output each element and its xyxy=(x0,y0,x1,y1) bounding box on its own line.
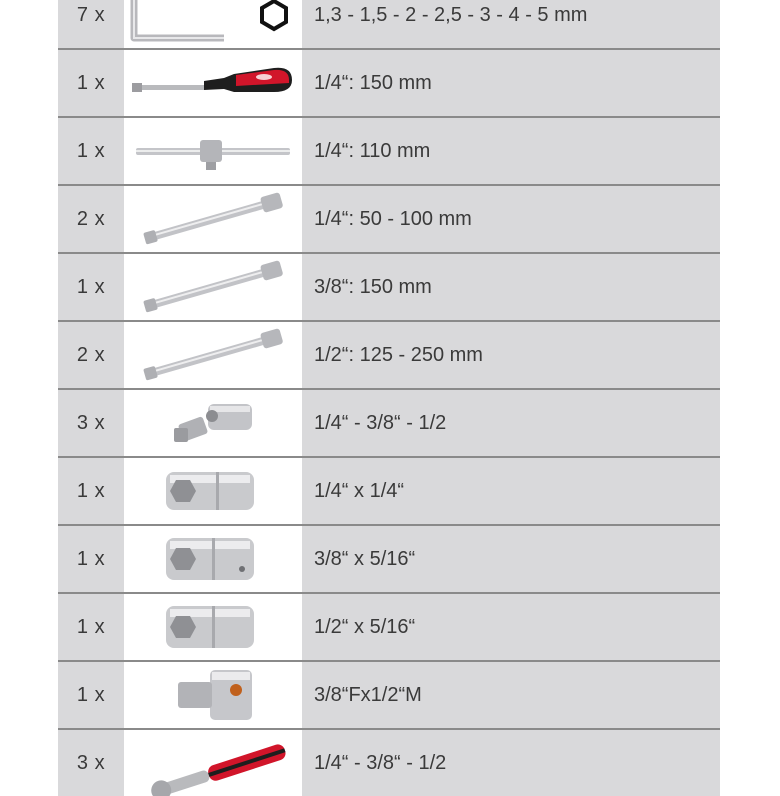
table-row xyxy=(58,728,720,796)
quantity: 1 x xyxy=(76,615,106,638)
extension-bar-icon xyxy=(124,186,302,252)
description: 1,3 - 1,5 - 2 - 2,5 - 3 - 4 - 5 mm xyxy=(314,3,588,26)
description: 1/4“: 110 mm xyxy=(314,139,431,162)
bit-adapter-icon xyxy=(124,458,302,524)
quantity: 7 x xyxy=(76,3,106,26)
table-row xyxy=(58,456,720,524)
description: 1/2“: 125 - 250 mm xyxy=(314,343,483,366)
extension-bar-icon xyxy=(124,254,302,320)
quantity: 1 x xyxy=(76,139,106,162)
table-row xyxy=(58,388,720,456)
quantity: 1 x xyxy=(76,479,106,502)
description: 1/4“: 50 - 100 mm xyxy=(314,207,472,230)
quantity: 2 x xyxy=(76,207,106,230)
table-row xyxy=(58,252,720,320)
quantity: 3 x xyxy=(76,411,106,434)
description: 1/4“: 150 mm xyxy=(314,71,432,94)
quantity: 3 x xyxy=(76,751,106,774)
table-row xyxy=(58,320,720,388)
description: 3/8“: 150 mm xyxy=(314,275,432,298)
hex-key-icon xyxy=(124,0,302,48)
table-row xyxy=(58,0,720,48)
table-row xyxy=(58,660,720,728)
table-row xyxy=(58,48,720,116)
screwdriver-handle-icon xyxy=(124,50,302,116)
table-row xyxy=(58,184,720,252)
table-row xyxy=(58,524,720,592)
table-row xyxy=(58,116,720,184)
description: 3/8“ x 5/16“ xyxy=(314,547,416,570)
description: 1/4“ - 3/8“ - 1/2 xyxy=(314,751,447,774)
description: 1/2“ x 5/16“ xyxy=(314,615,416,638)
table-row xyxy=(58,592,720,660)
universal-joint-icon xyxy=(124,390,302,456)
quantity: 1 x xyxy=(76,275,106,298)
description: 1/4“ - 3/8“ - 1/2 xyxy=(314,411,447,434)
description: 1/4“ x 1/4“ xyxy=(314,479,405,502)
t-handle-icon xyxy=(124,118,302,184)
quantity: 1 x xyxy=(76,547,106,570)
quantity: 1 x xyxy=(76,683,106,706)
bit-adapter-icon xyxy=(124,526,302,592)
extension-bar-icon xyxy=(124,322,302,388)
ratchet-icon xyxy=(124,730,302,796)
reducer-adapter-icon xyxy=(124,662,302,728)
description: 3/8“Fx1/2“M xyxy=(314,683,422,706)
quantity: 1 x xyxy=(76,71,106,94)
bit-adapter-icon xyxy=(124,594,302,660)
quantity: 2 x xyxy=(76,343,106,366)
